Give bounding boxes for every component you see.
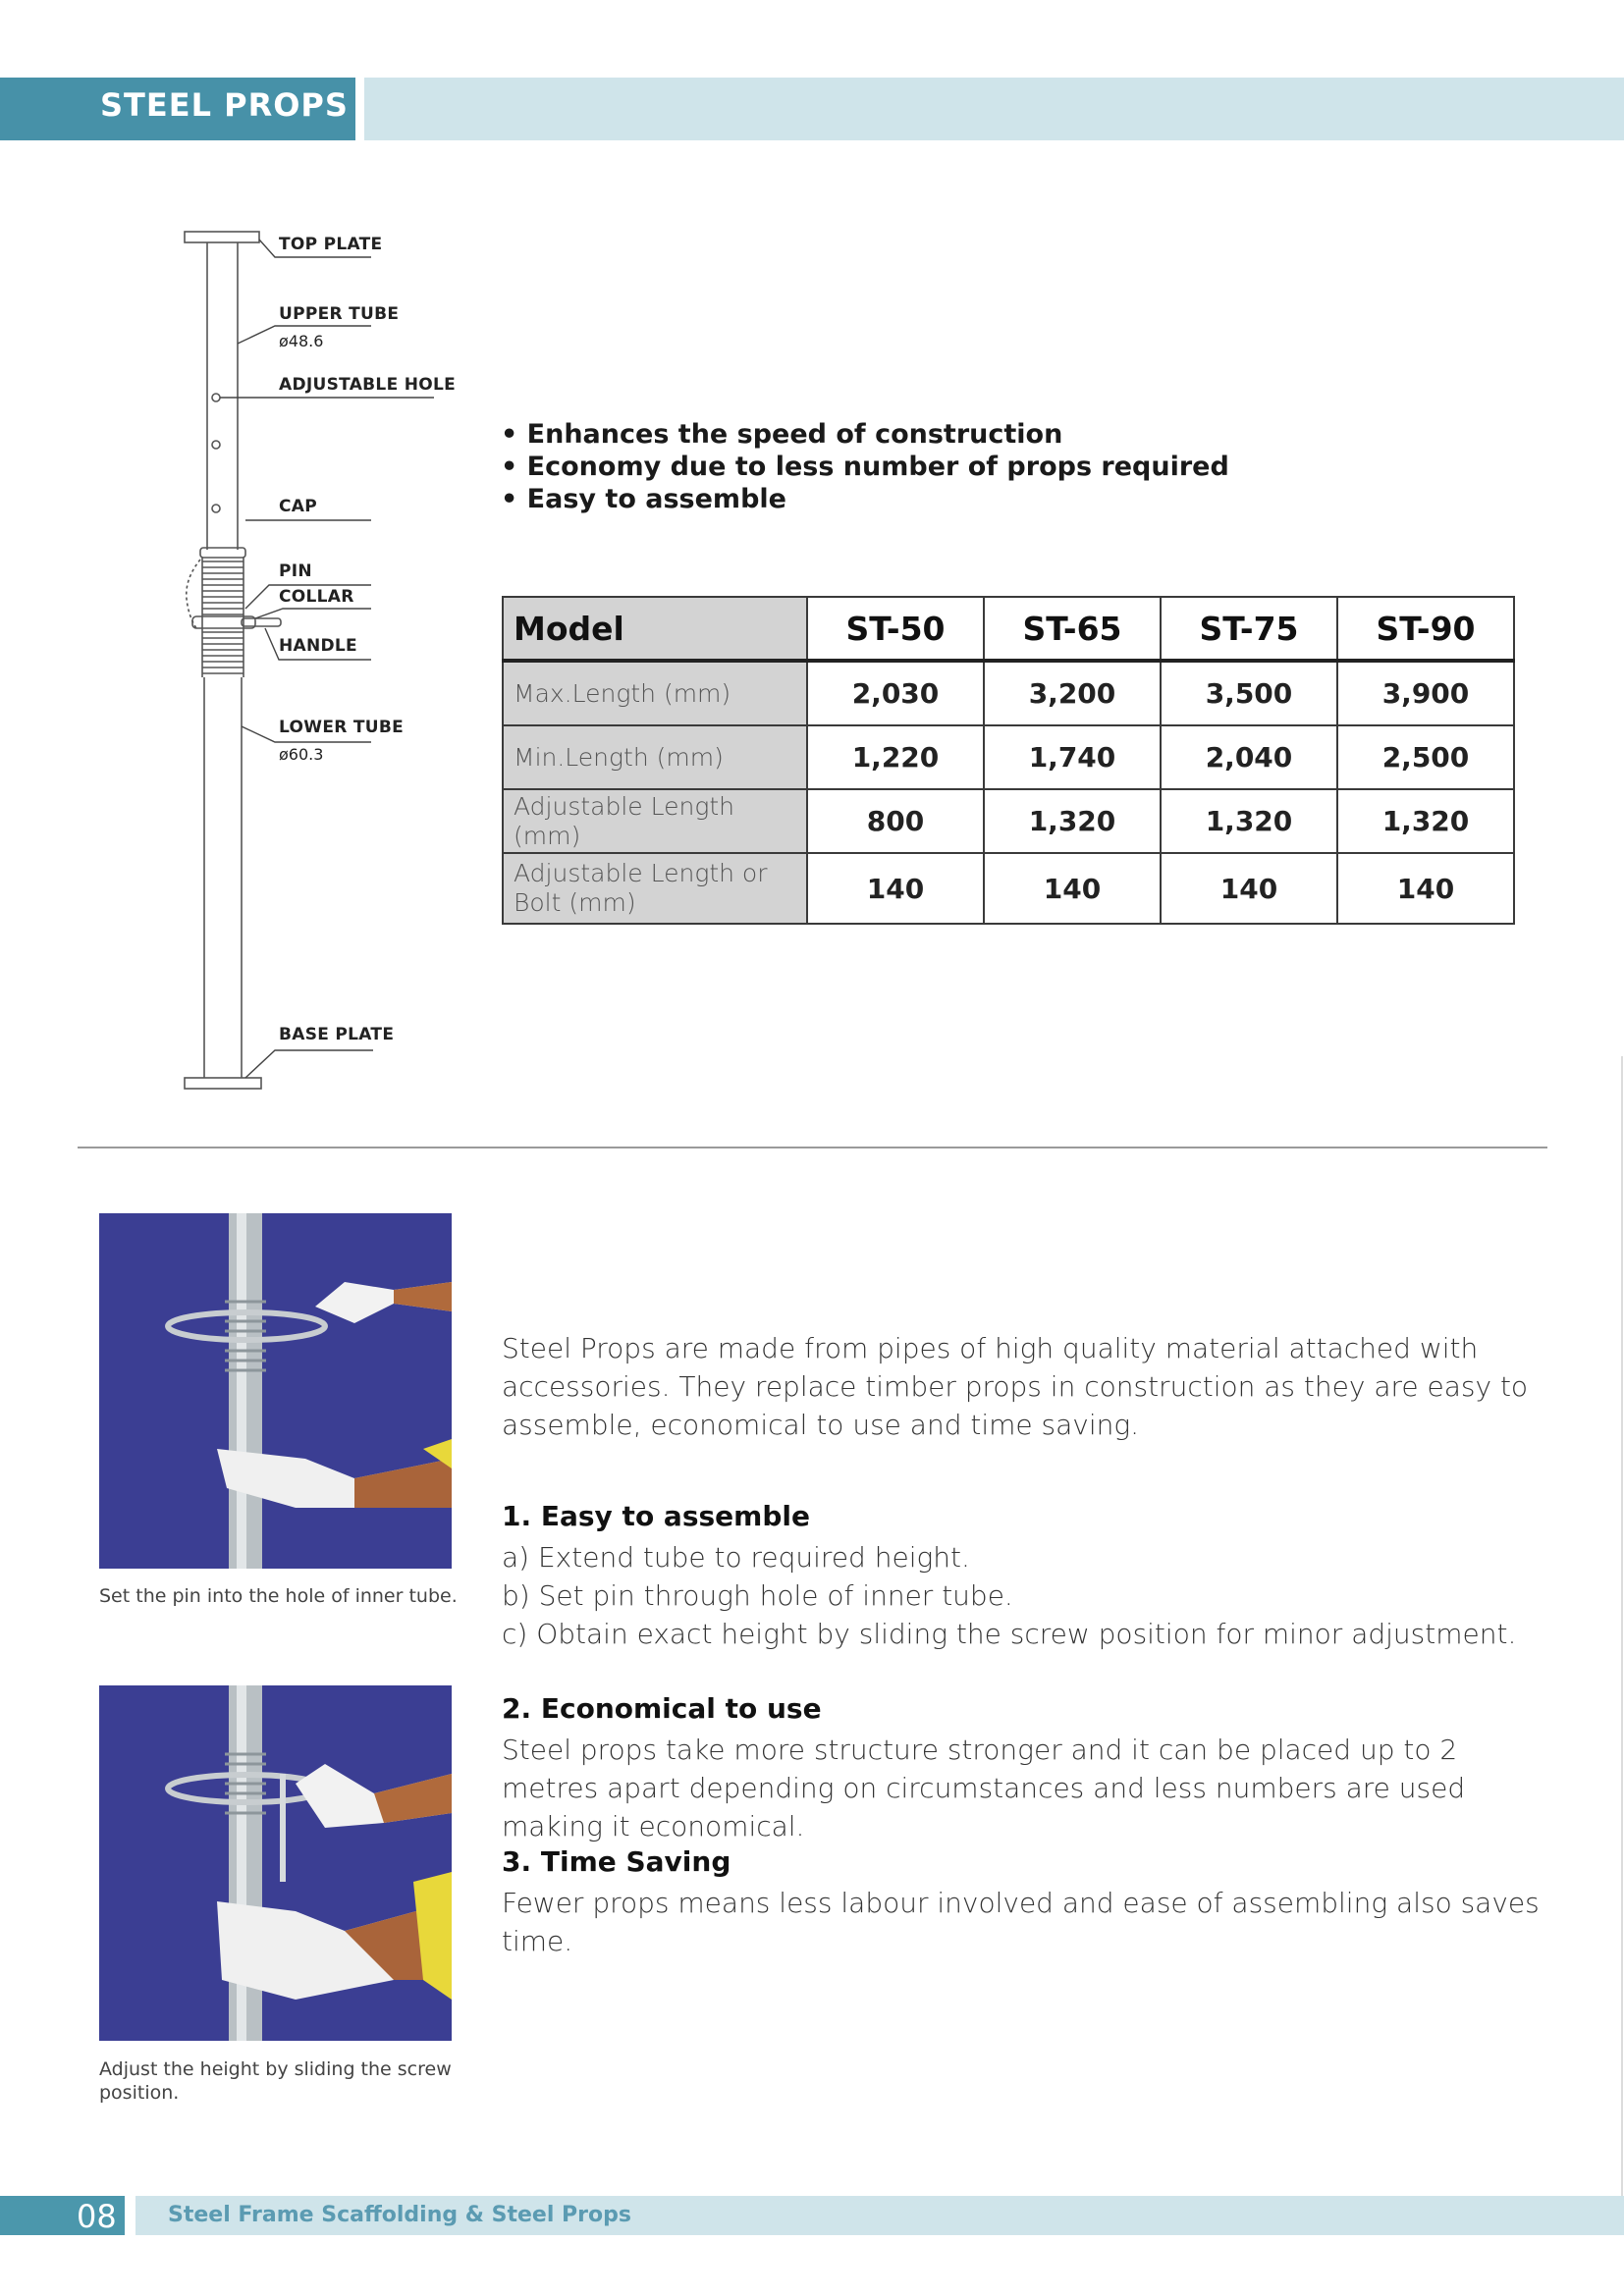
- table-cell: 800: [807, 789, 984, 853]
- label-cap: CAP: [279, 497, 317, 516]
- table-row: [503, 661, 1514, 725]
- table-header-model: Model: [503, 597, 807, 661]
- photo-caption: Set the pin into the hole of inner tube.: [99, 1585, 458, 1607]
- label-base-plate: BASE PLATE: [279, 1025, 395, 1044]
- table-cell: 1,320: [984, 789, 1161, 853]
- table-cell: 3,900: [1337, 661, 1514, 725]
- page-edge-line: [1621, 1056, 1623, 2215]
- label-lower-tube-diameter: ø60.3: [279, 745, 324, 764]
- section-heading-time-saving: 3. Time Saving: [502, 1845, 731, 1878]
- table-cell: 2,040: [1161, 725, 1337, 789]
- table-header-st-50: ST-50: [807, 597, 984, 661]
- section-divider: [78, 1147, 1547, 1148]
- photo-adjust-height-illustration: [99, 1685, 452, 2041]
- table-cell: 2,500: [1337, 725, 1514, 789]
- section-body-time-saving: Fewer props means less labour involved and ease of assembling also saves time.: [502, 1887, 1540, 1957]
- step-line: a) Extend tube to required height.: [502, 1541, 970, 1574]
- feature-item: • Enhances the speed of construction: [501, 418, 1229, 451]
- section-heading-economical: 2. Economical to use: [502, 1692, 822, 1725]
- table-cell: 3,200: [984, 661, 1161, 725]
- table-header-row: [503, 597, 1514, 661]
- table-cell: 1,220: [807, 725, 984, 789]
- label-collar: COLLAR: [279, 587, 354, 607]
- table-header-st-65: ST-65: [984, 597, 1161, 661]
- photo-set-pin-illustration: [99, 1213, 452, 1569]
- header-band: [364, 78, 1624, 140]
- step-line: c) Obtain exact height by sliding the screw position for minor adjustment.: [502, 1618, 1517, 1650]
- table-row: [503, 853, 1514, 924]
- feature-item: • Easy to assemble: [501, 483, 1229, 515]
- label-upper-tube-diameter: ø48.6: [279, 332, 324, 350]
- photo-adjust-height: [99, 1685, 452, 2041]
- label-upper-tube: UPPER TUBE: [279, 304, 400, 324]
- table-cell: 1,740: [984, 725, 1161, 789]
- table-header-st-75: ST-75: [1161, 597, 1337, 661]
- footer-title: Steel Frame Scaffolding & Steel Props: [168, 2203, 631, 2227]
- table-row: [503, 725, 1514, 789]
- feature-item: • Economy due to less number of props required: [501, 451, 1229, 483]
- steel-prop-diagram: [147, 216, 461, 1099]
- page-title: STEEL PROPS: [100, 86, 349, 124]
- table-cell: 3,500: [1161, 661, 1337, 725]
- row-label: Max.Length (mm): [503, 661, 807, 725]
- row-label: Adjustable Length or Bolt (mm): [503, 853, 807, 924]
- section-body-easy-to-assemble: [502, 1538, 1543, 1653]
- photo-set-pin: [99, 1213, 452, 1569]
- label-adjustable-hole: ADJUSTABLE HOLE: [279, 375, 457, 395]
- table-cell: 1,320: [1161, 789, 1337, 853]
- row-label: Adjustable Length (mm): [503, 789, 807, 853]
- table-cell: 140: [1161, 853, 1337, 924]
- label-pin: PIN: [279, 561, 312, 581]
- intro-paragraph: Steel Props are made from pipes of high quality material attached with accessories. They replace timber props in construction as they are easy to assemble, economical to use and time saving.: [502, 1332, 1529, 1441]
- step-line: b) Set pin through hole of inner tube.: [502, 1579, 1013, 1612]
- section-body-economical: Steel props take more structure stronger and it can be placed up to 2 metres apart depending on circumstances and less numbers are used making it economical.: [502, 1734, 1466, 1842]
- row-label: Min.Length (mm): [503, 725, 807, 789]
- table-cell: 140: [1337, 853, 1514, 924]
- page-number: 08: [77, 2198, 117, 2235]
- table-cell: 140: [984, 853, 1161, 924]
- table-cell: 2,030: [807, 661, 984, 725]
- label-handle: HANDLE: [279, 636, 357, 656]
- table-row: [503, 789, 1514, 853]
- label-top-plate: TOP PLATE: [279, 235, 383, 254]
- table-header-st-90: ST-90: [1337, 597, 1514, 661]
- label-lower-tube: LOWER TUBE: [279, 718, 405, 737]
- feature-list: [501, 418, 1229, 515]
- spec-table: [502, 596, 1515, 925]
- table-cell: 140: [807, 853, 984, 924]
- photo-caption: Adjust the height by sliding the screw position.: [99, 2058, 452, 2104]
- table-cell: 1,320: [1337, 789, 1514, 853]
- section-heading-easy-to-assemble: 1. Easy to assemble: [502, 1500, 810, 1532]
